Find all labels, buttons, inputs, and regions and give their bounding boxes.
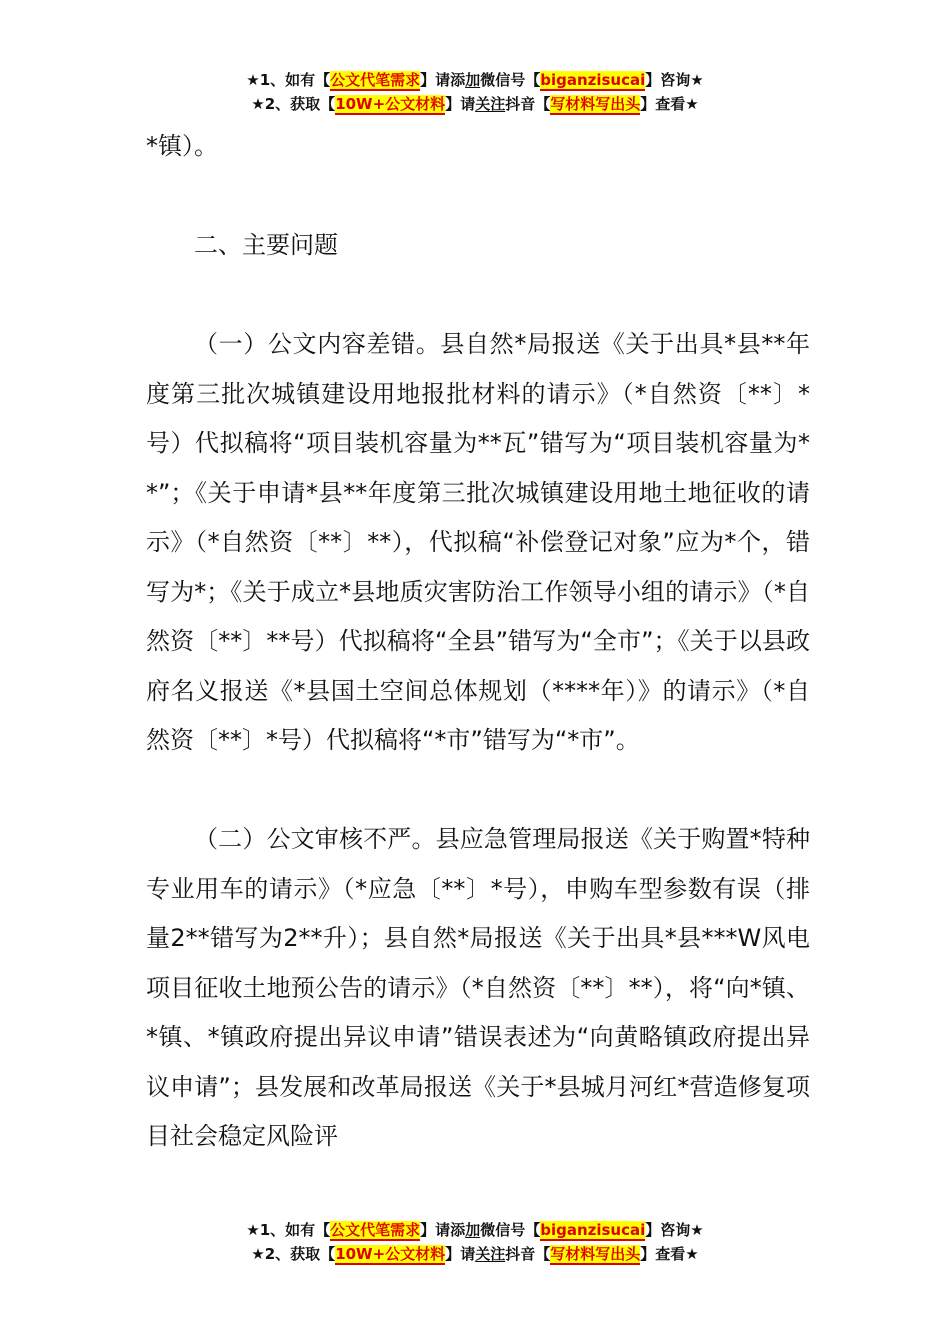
footer-banner: [0, 1218, 950, 1266]
banner-text: 】咨询★: [645, 1221, 704, 1239]
banner-line-1: [0, 68, 950, 92]
paragraph-review-issues: （二）公文审核不严。县应急管理局报送《关于购置*特种专业用车的请示》（*应急〔**〕*号），申购车型参数有误（排量2**错写为2**升）；县自然*局报送《关于出具*县***W风电项目征收土地预公告的请示》（*自然资〔**〕**），将“向*镇、*镇、*镇政府提出异议申请”错误表述为“向黄略镇政府提出异议申请”；县发展和改革局报送《关于*县城月河红*营造修复项目社会稳定风险评: [146, 825, 810, 1150]
banner-line-2: [0, 1242, 950, 1266]
banner-text: 】请: [445, 1245, 476, 1263]
banner-text: 抖音【: [505, 95, 551, 113]
highlight-service: 公文代笔需求: [330, 71, 421, 89]
banner-text: ★1、如有【: [246, 71, 331, 89]
banner-line-1: [0, 1218, 950, 1242]
highlight-douyin-account: 写材料写出头: [550, 1245, 641, 1263]
highlight-materials: 10W+公文材料: [335, 1245, 446, 1263]
section-heading: 二、主要问题: [194, 231, 338, 259]
banner-text: 抖音【: [505, 1245, 551, 1263]
banner-text-underlined: 加: [465, 71, 481, 89]
banner-text: 】请添: [420, 1221, 466, 1239]
banner-line-2: [0, 92, 950, 116]
banner-text: ★1、如有【: [246, 1221, 331, 1239]
banner-text-underlined: 关注: [475, 1245, 506, 1263]
banner-text: 】查看★: [640, 1245, 699, 1263]
paragraph-gap: [146, 271, 810, 321]
highlight-service: 公文代笔需求: [330, 1221, 421, 1239]
document-body: [146, 122, 810, 1162]
banner-text: ★2、获取【: [251, 95, 336, 113]
banner-text: 】查看★: [640, 95, 699, 113]
paragraph-content-errors: （一）公文内容差错。县自然*局报送《关于出具*县**年度第三批次城镇建设用地报批材料的请示》（*自然资〔**〕*号）代拟稿将“项目装机容量为**瓦”错写为“项目装机容量为**”；《关于申请*县**年度第三批次城镇建设用地土地征收的请示》（*自然资〔**〕**），代拟稿“补偿登记对象”应为*个，错写为*；《关于成立*县地质灾害防治工作领导小组的请示》（*自然资〔**〕**号）代拟稿将“全县”错写为“全市”；《关于以县政府名义报送《*县国土空间总体规划（****年）》的请示》（*自然资〔**〕*号）代拟稿将“*市”错写为“*市”。: [146, 330, 810, 754]
banner-text: ★2、获取【: [251, 1245, 336, 1263]
banner-text-underlined: 加: [465, 1221, 481, 1239]
highlight-douyin-account: 写材料写出头: [550, 95, 641, 113]
highlight-materials: 10W+公文材料: [335, 95, 446, 113]
banner-text: 微信号【: [480, 1221, 541, 1239]
highlight-wechat-id: biganzisucai: [540, 71, 646, 89]
banner-text: 微信号【: [480, 71, 541, 89]
banner-text: 】咨询★: [645, 71, 704, 89]
banner-text: 】请添: [420, 71, 466, 89]
highlight-wechat-id: biganzisucai: [540, 1221, 646, 1239]
banner-text-underlined: 关注: [475, 95, 506, 113]
banner-text: 】请: [445, 95, 476, 113]
paragraph-continuation: *镇）。: [146, 132, 218, 160]
paragraph-gap: [146, 172, 810, 222]
paragraph-gap: [146, 766, 810, 816]
header-banner: [0, 68, 950, 116]
